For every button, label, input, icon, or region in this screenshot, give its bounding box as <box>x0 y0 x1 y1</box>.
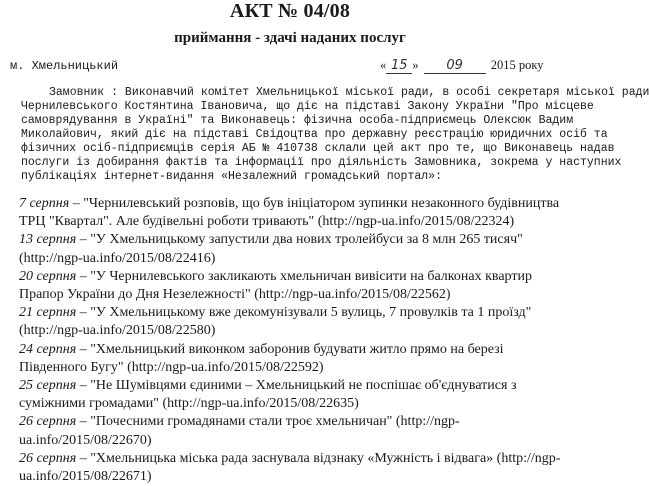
intro-line: Замовник : Виконавчий комітет Хмельницької міської ради, в особі секретаря міської ради <box>49 86 649 99</box>
date-month-value: 09 <box>446 58 463 73</box>
publication-entry <box>19 341 574 377</box>
publication-date: 20 серпня <box>19 268 77 284</box>
publication-date: 21 серпня <box>19 305 77 321</box>
publication-text: (http://ngp-ua.info/2015/08/22416) <box>19 250 216 266</box>
date-close-quote: » <box>412 58 419 72</box>
publication-text: Південного Бугу" (http://ngp-ua.info/2015/08/22592) <box>19 359 324 375</box>
publication-text: суміжними громадами" (http://ngp-ua.info/2015/08/22635) <box>19 396 359 412</box>
publications-list <box>19 195 574 486</box>
intro-line: публікаціях інтернет-видання «Незалежний громадський портал»: <box>21 170 442 183</box>
document-title: АКТ № 04/08 <box>229 0 351 22</box>
publication-entry <box>19 304 574 340</box>
date-month <box>424 58 486 74</box>
publication-date: 24 серпня <box>19 341 77 357</box>
publication-text: (http://ngp-ua.info/2015/08/22580) <box>19 323 216 339</box>
publication-text: – "Не Шумівцями єдиними – Хмельницький не поспішає об'єднуватися з <box>76 378 517 394</box>
date-open-quote: « <box>380 58 387 72</box>
date-day <box>386 58 412 74</box>
document-subtitle: приймання - здачі наданих послуг <box>174 30 406 46</box>
publication-text: – "У Чернилевського закликають хмельничан вивісити на балконах квартир <box>76 268 532 284</box>
publication-text: – "Хмельницький виконком заборонив будувати житло прямо на березі <box>76 341 504 357</box>
publication-entry <box>19 231 574 267</box>
publication-entry <box>19 377 574 413</box>
place-of-signing: м. Хмельницький <box>10 59 119 73</box>
publication-text: – "Хмельницька міська рада заснувала відзнаку «Мужність і відвага» (http://ngp- <box>76 450 561 466</box>
date-year: 2015 року <box>490 58 544 72</box>
publication-entry <box>19 450 574 486</box>
publication-date: 26 серпня <box>19 414 77 430</box>
intro-line: самоврядування в Україні" та Виконавець: фізична особа-підприємець Олексюк Вадим <box>21 114 574 127</box>
intro-line: Чернилевського Костянтина Івановича, що діє на підставі Закону України "Про місцеве <box>21 100 594 113</box>
intro-line: фізичних осіб-підприємців серія АБ № 410738 склали цей акт про те, що Виконавець надав <box>21 142 615 155</box>
publication-entry <box>19 413 574 449</box>
publication-entry <box>19 268 574 304</box>
publication-text: ТРЦ "Квартал". Але будівельні роботи тривають" (http://ngp-ua.info/2015/08/22324) <box>19 214 515 230</box>
publication-text: – "У Хмельницькому запустили два нових тролейбуси за 8 млн 265 тисяч" <box>76 232 523 248</box>
intro-line: послуги із добирання фактів та інформації про діяльність Замовника, зокрема у наступних <box>21 156 622 169</box>
publication-text: Прапор України до Дня Незележності" (http://ngp-ua.info/2015/08/22562) <box>19 287 451 303</box>
publication-text: – "Почесними громадянами стали троє хмельничан" (http://ngp- <box>76 414 460 430</box>
publication-text: ua.info/2015/08/22670) <box>19 432 152 448</box>
publication-date: 13 серпня <box>19 232 77 248</box>
intro-line: Миколайович, який діє на підставі Свідоцтва про державну реєстрацію юридичних осіб та <box>21 128 608 141</box>
publication-date: 26 серпня <box>19 450 77 466</box>
publication-date: 7 серпня <box>19 196 70 211</box>
publication-text: – "Чернилевський розповів, що був ініціатором зупинки незаконного будівництва <box>69 196 560 211</box>
intro-paragraph <box>21 86 649 184</box>
date-day-value: 15 <box>390 58 408 73</box>
document-date <box>380 58 544 74</box>
publication-text: ua.info/2015/08/22671) <box>19 469 152 485</box>
publication-entry <box>19 195 574 231</box>
publication-text: – "У Хмельницькому вже декомунізували 5 вулиць, 7 провулків та 1 проїзд" <box>76 305 532 321</box>
publication-date: 25 серпня <box>19 378 77 394</box>
